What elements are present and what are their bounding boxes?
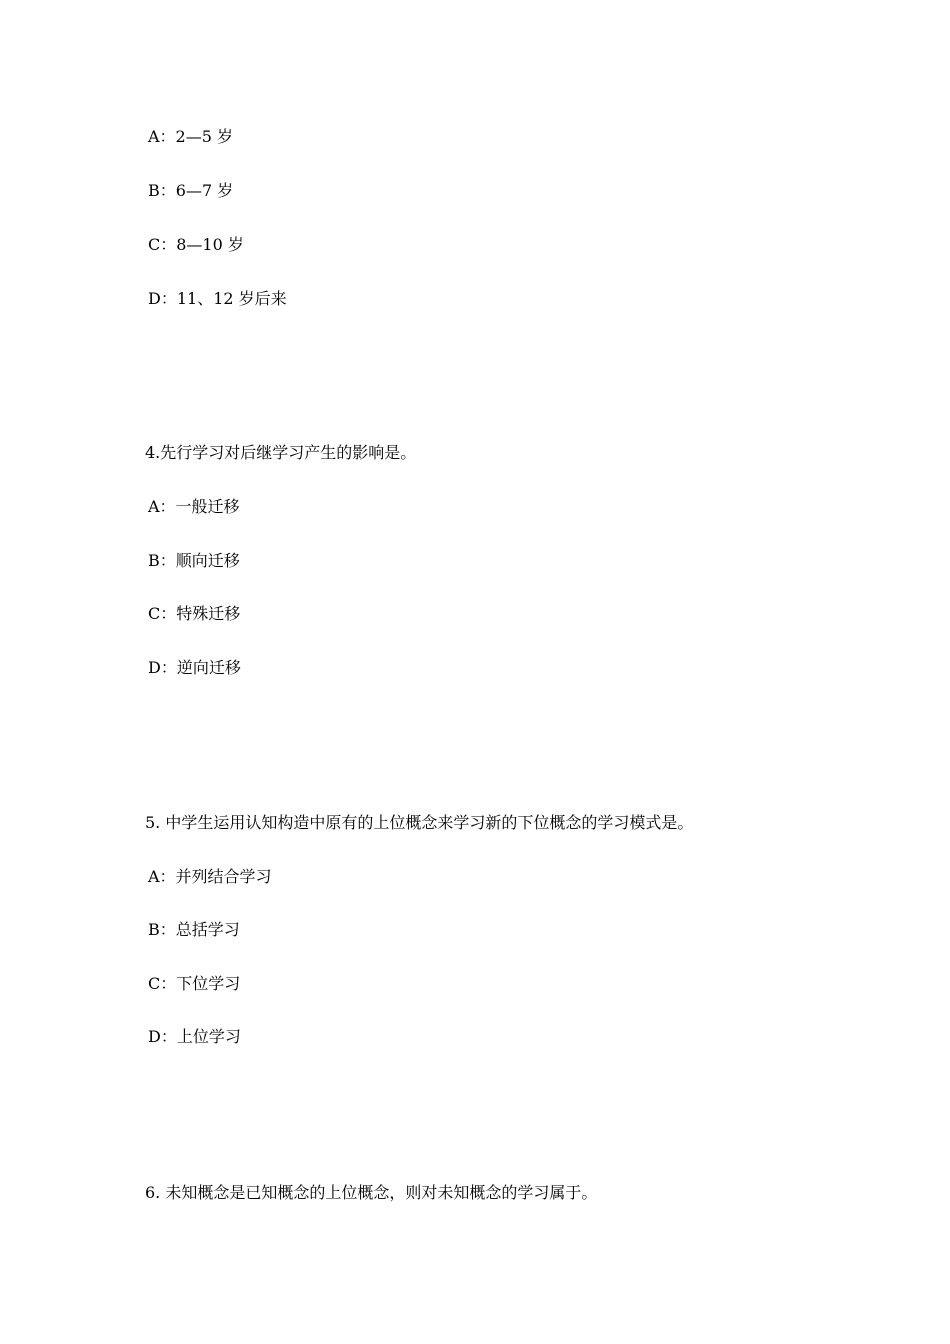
q6-stem: 6. 未知概念是已知概念的上位概念，则对未知概念的学习属于。 <box>145 1183 598 1202</box>
q3-option-d: D：11、12 岁后来 <box>148 289 287 308</box>
q4-option-a: A：一般迁移 <box>148 497 240 516</box>
q3-option-a: A：2—5 岁 <box>148 127 234 146</box>
q4-option-b: B：顺向迁移 <box>148 551 240 570</box>
q5-option-b: B：总括学习 <box>148 920 240 939</box>
q3-option-c: C：8—10 岁 <box>148 235 244 254</box>
q4-stem: 4.先行学习对后继学习产生的影响是。 <box>145 443 417 462</box>
q5-stem: 5. 中学生运用认知构造中原有的上位概念来学习新的下位概念的学习模式是。 <box>145 813 694 832</box>
q3-option-b: B：6—7 岁 <box>148 181 234 200</box>
q5-option-c: C：下位学习 <box>148 974 241 993</box>
q4-option-d: D：逆向迁移 <box>148 658 241 677</box>
q5-option-a: A：并列结合学习 <box>148 867 272 886</box>
q5-option-d: D：上位学习 <box>148 1027 241 1046</box>
q4-option-c: C：特殊迁移 <box>148 604 241 623</box>
